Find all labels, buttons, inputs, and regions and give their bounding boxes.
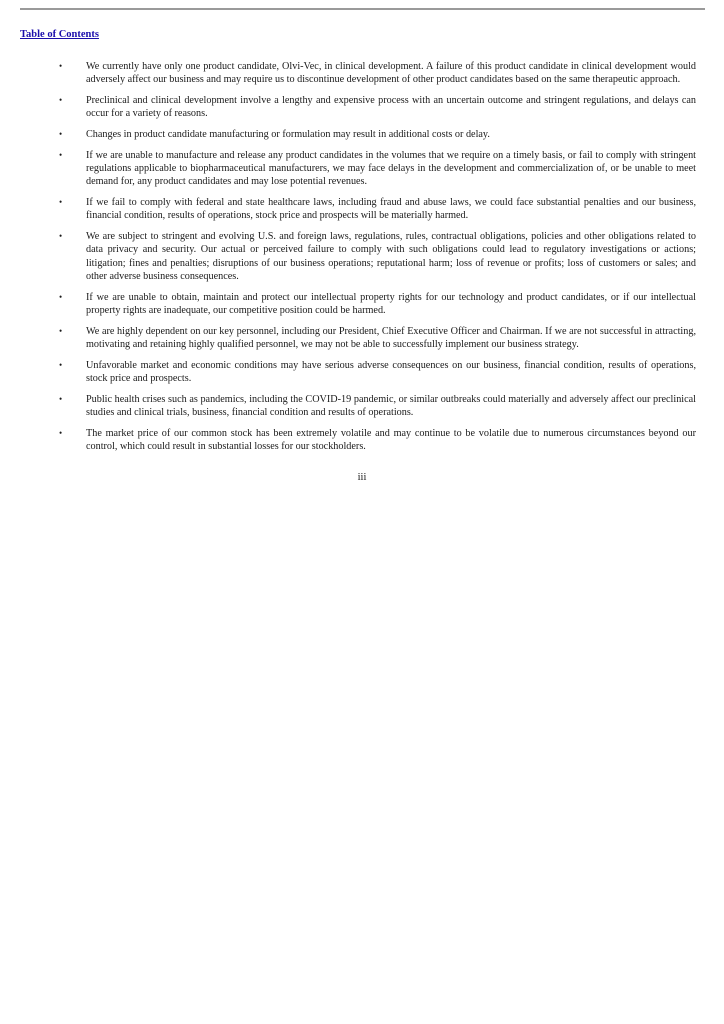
list-item [0,94,696,121]
bullet-icon: • [59,149,63,160]
list-item-text: Unfavorable market and economic conditions may have serious adverse consequences on our business, financial condition, results of operations, stock price and prospects. [86,359,696,385]
list-item-text: If we are unable to obtain, maintain and protect our intellectual property rights for our technology and product candidates, or if our intellectual property rights are inadequate, our competitive position could be harmed. [86,291,696,317]
list-item-text: We are subject to stringent and evolving U.S. and foreign laws, regulations, rules, contractual obligations, policies and other obligations related to data privacy and security. Our actual or perceived failure to comply with such obligations could lead to regulatory investigations or actions; litigation; fines and penalties; disruptions of our business operations; reputational harm; loss of revenue or profits; loss of customers or sales; and other adverse business consequences. [86,231,696,283]
list-item-text: The market price of our common stock has been extremely volatile and may continue to be volatile due to numerous circumstances beyond our control, which could result in substantial losses for our stockholders. [86,427,696,453]
list-item [0,230,696,284]
list-item [0,60,696,87]
bullet-icon: • [59,129,63,139]
bullet-icon: • [59,95,63,105]
list-item [0,359,696,386]
top-divider [20,8,705,10]
list-item [0,196,696,223]
list-item-text: If we fail to comply with federal and state healthcare laws, including fraud and abuse laws, we could face substantial penalties and our business, financial condition, results of operations, stock price and prospects will be materially harmed. [86,197,696,222]
page-number: iii [357,472,367,483]
table-of-contents-link[interactable]: Table of Contents [20,29,99,40]
bullet-icon: • [59,231,63,241]
risk-factor-summary-list [0,60,724,461]
list-item-text: Changes in product candidate manufacturing or formulation may result in additional costs or delay. [86,129,490,140]
bullet-icon: • [59,393,63,404]
list-item-text: We currently have only one product candidate, Olvi-Vec, in clinical development. A failure of this product candidate in clinical development would adversely affect our business and may require us to discontinue development of other product candidates based on the same therapeutic approach. [86,61,696,86]
bullet-icon: • [59,197,63,207]
bullet-icon: • [59,291,63,302]
list-item [0,291,696,318]
list-item-text: If we are unable to manufacture and release any product candidates in the volumes that we require on a timely basis, or fail to comply with stringent regulations applicable to biopharmaceutical manufacturers, we may face delays in the development and commercialization of, or be unable to meet demand for, any product candidates and may lose potential revenues. [86,149,696,188]
list-item-text: Public health crises such as pandemics, including the COVID-19 pandemic, or similar outbreaks could materially and adversely affect our preclinical studies and clinical trials, business, financial condition and results of operations. [86,393,696,419]
bullet-icon: • [59,61,63,71]
list-item-text: Preclinical and clinical development involve a lengthy and expensive process with an uncertain outcome and stringent regulations, and delays can occur for a variety of reasons. [86,95,696,120]
bullet-icon: • [59,427,63,438]
list-item [0,149,696,189]
bullet-icon: • [59,325,63,336]
bullet-icon: • [59,359,63,370]
list-item [0,427,696,454]
list-item [0,393,696,420]
list-item [0,325,696,352]
list-item [0,128,696,141]
list-item-text: We are highly dependent on our key personnel, including our President, Chief Executive Officer and Chairman. If we are not successful in attracting, motivating and retaining highly qualified personnel, we may not be able to successfully implement our business strategy. [86,325,696,351]
